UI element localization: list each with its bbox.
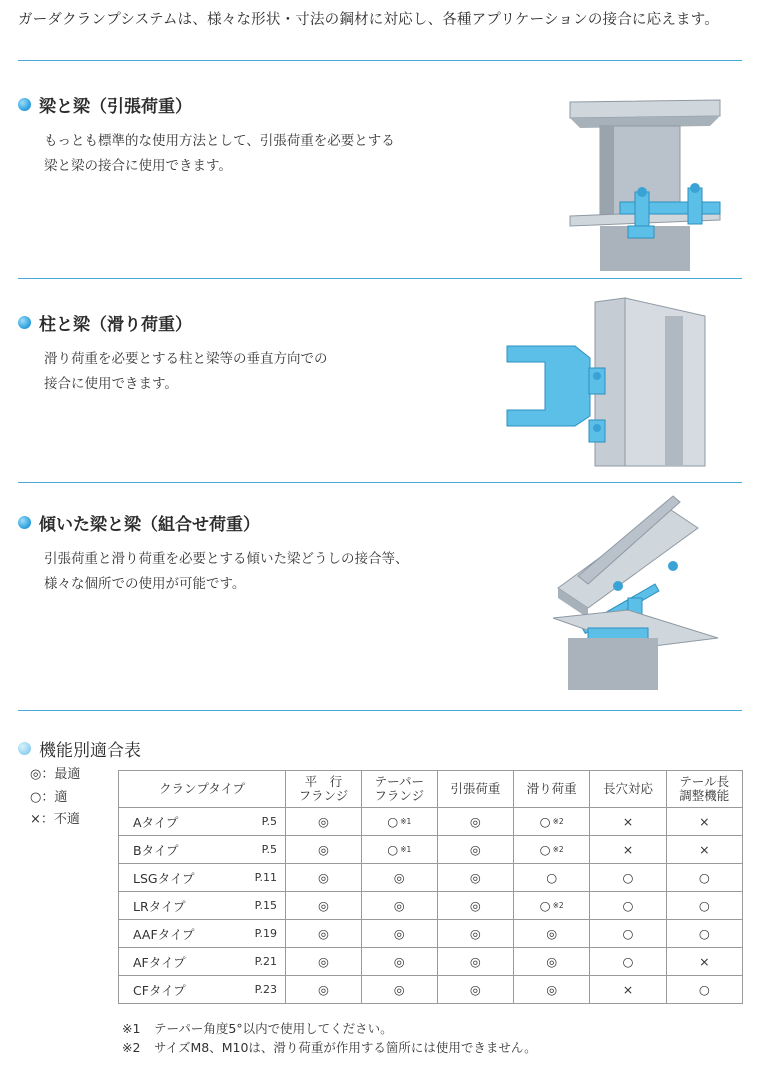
clamp-type-name: AAFタイプ: [133, 926, 195, 942]
column-header: [437, 771, 513, 808]
rating-cell: [286, 836, 362, 864]
clamp-type-name: Bタイプ: [133, 842, 179, 858]
header-line: 滑り荷重: [526, 781, 577, 796]
rating-symbol: ◎: [469, 898, 481, 913]
footnote-mark: ※1: [122, 1021, 141, 1036]
rating-symbol: ◎: [546, 982, 558, 997]
rating-cell: [361, 808, 437, 836]
rating-symbol: ◎: [393, 898, 405, 913]
compatibility-table: [118, 770, 743, 1004]
beam-to-beam-illustration: [560, 92, 730, 272]
rating-symbol: ×: [622, 842, 634, 857]
compatibility-section: [18, 736, 742, 761]
body-line: もっとも標準的な使用方法として、引張荷重を必要とする: [44, 133, 395, 149]
rating-symbol: ◎: [393, 870, 405, 885]
rating-symbol: ◎: [317, 870, 329, 885]
rating-symbol: ◎: [469, 842, 481, 857]
rating-symbol: ○: [622, 954, 634, 969]
rating-cell: [286, 808, 362, 836]
rating-symbol: ○: [622, 870, 634, 885]
header-line: 平 行: [304, 774, 343, 789]
rating-cell: [437, 864, 513, 892]
clamp-type-name: CFタイプ: [133, 982, 186, 998]
rating-cell: [666, 864, 742, 892]
header-line: 引張荷重: [450, 781, 501, 796]
rating-cell: [590, 948, 666, 976]
rating-symbol: ×: [699, 814, 710, 829]
rating-symbol: ◎: [393, 982, 405, 997]
divider: [18, 278, 742, 279]
table-row: [119, 808, 743, 836]
rating-symbol: ◎: [393, 954, 405, 969]
rating-cell: [514, 948, 590, 976]
header-line: テール長: [679, 774, 730, 789]
rating-cell: [666, 948, 742, 976]
rating-cell: [514, 808, 590, 836]
bullet-icon: [18, 742, 31, 755]
clamp-type-cell: [119, 976, 286, 1004]
rating-symbol: ×: [699, 842, 710, 857]
clamp-type-name: LRタイプ: [133, 898, 186, 914]
table-row: [119, 976, 743, 1004]
body-line: 引張荷重と滑り荷重を必要とする傾いた梁どうしの接合等、: [44, 551, 409, 567]
page-reference: P.15: [254, 899, 277, 912]
rating-cell: [361, 920, 437, 948]
rating-symbol: ○: [622, 926, 634, 941]
clamp-type-cell: [119, 948, 286, 976]
rating-cell: [286, 892, 362, 920]
rating-cell: [286, 948, 362, 976]
rating-cell: [514, 920, 590, 948]
rating-note: ※2: [552, 845, 564, 854]
rating-symbol: ◎: [393, 926, 405, 941]
column-header: [514, 771, 590, 808]
rating-cell: [286, 864, 362, 892]
rating-cell: [437, 892, 513, 920]
rating-note: ※1: [400, 817, 412, 826]
page-reference: P.11: [254, 871, 277, 884]
page-reference: P.19: [254, 927, 277, 940]
rating-symbol: ◎: [546, 926, 558, 941]
legend: [30, 764, 80, 832]
rating-cell: [514, 836, 590, 864]
rating-symbol: ◎: [469, 926, 481, 941]
rating-symbol: ◎: [317, 898, 329, 913]
rating-cell: [666, 920, 742, 948]
rating-symbol: ◎: [469, 954, 481, 969]
header-line: フランジ: [374, 788, 425, 803]
rating-symbol: ◎: [317, 814, 329, 829]
rating-symbol: ×: [622, 982, 634, 997]
rating-symbol: ◎: [317, 926, 329, 941]
bullet-icon: [18, 98, 31, 111]
section-title: 傾いた梁と梁（組合せ荷重）: [39, 515, 260, 535]
rating-symbol: ○: [698, 982, 710, 997]
rating-symbol: ◎: [317, 982, 329, 997]
bullet-icon: [18, 316, 31, 329]
rating-cell: [590, 920, 666, 948]
rating-cell: [514, 892, 590, 920]
footnote: [122, 1038, 537, 1057]
rating-cell: [361, 836, 437, 864]
inclined-beams-illustration: [548, 488, 723, 693]
divider: [18, 60, 742, 61]
legend-item: ○：適: [30, 789, 68, 805]
rating-symbol: ◎: [546, 954, 558, 969]
rating-cell: [361, 948, 437, 976]
rating-cell: [666, 836, 742, 864]
clamp-type-cell: [119, 892, 286, 920]
rating-symbol: ○: [698, 926, 710, 941]
section-heading: [18, 736, 742, 761]
page-reference: P.5: [261, 843, 277, 856]
column-to-beam-illustration: [505, 296, 720, 468]
column-header: [666, 771, 742, 808]
body-line: 梁と梁の接合に使用できます。: [44, 158, 232, 174]
rating-note: ※2: [552, 817, 564, 826]
clamp-type-cell: [119, 836, 286, 864]
section-title: 梁と梁（引張荷重）: [39, 97, 192, 117]
rating-symbol: ○: [698, 870, 710, 885]
rating-cell: [590, 892, 666, 920]
header-line: 調整機能: [679, 788, 730, 803]
column-header: [590, 771, 666, 808]
divider: [18, 710, 742, 711]
table-row: [119, 864, 743, 892]
table-header-row: [119, 771, 743, 808]
header-line: テーパー: [374, 774, 424, 789]
table-row: [119, 948, 743, 976]
body-line: 様々な個所での使用が可能です。: [44, 576, 246, 592]
table-row: [119, 920, 743, 948]
rating-cell: [514, 976, 590, 1004]
clamp-type-cell: [119, 864, 286, 892]
body-line: 滑り荷重を必要とする柱と梁等の垂直方向での: [44, 351, 328, 367]
rating-symbol: ○: [622, 898, 634, 913]
footnote-mark: ※2: [122, 1040, 141, 1055]
rating-cell: [590, 864, 666, 892]
rating-note: ※1: [400, 845, 412, 854]
rating-cell: [361, 892, 437, 920]
clamp-type-name: LSGタイプ: [133, 870, 195, 886]
table-row: [119, 836, 743, 864]
rating-symbol: ◎: [469, 870, 481, 885]
table-row: [119, 892, 743, 920]
column-header: [361, 771, 437, 808]
column-header: [119, 771, 286, 808]
rating-cell: [437, 948, 513, 976]
rating-symbol: ○: [539, 814, 551, 829]
intro-text: ガーダクランプシステムは、様々な形状・寸法の鋼材に対応し、各種アプリケーションの接合に応えます。: [18, 12, 719, 28]
footnotes: [122, 1019, 537, 1057]
legend-item: ◎：最適: [30, 767, 81, 782]
section-title: 柱と梁（滑り荷重）: [39, 315, 192, 335]
section-title: 機能別適合表: [39, 741, 141, 761]
rating-cell: [590, 836, 666, 864]
rating-cell: [286, 920, 362, 948]
rating-symbol: ○: [387, 842, 399, 857]
rating-symbol: ◎: [469, 982, 481, 997]
divider: [18, 482, 742, 483]
rating-symbol: ×: [622, 814, 634, 829]
clamp-type-cell: [119, 920, 286, 948]
rating-cell: [590, 976, 666, 1004]
legend-item: ×：不適: [30, 812, 80, 827]
clamp-type-name: AFタイプ: [133, 954, 186, 970]
rating-symbol: ○: [539, 898, 551, 913]
rating-symbol: ○: [698, 898, 710, 913]
footnote-text: テーパー角度5°以内で使用してください。: [154, 1021, 393, 1036]
header-line: フランジ: [298, 788, 349, 803]
rating-cell: [666, 808, 742, 836]
page-reference: P.21: [254, 955, 277, 968]
rating-symbol: ◎: [469, 814, 481, 829]
bullet-icon: [18, 516, 31, 529]
header-line: 長穴対応: [602, 781, 653, 796]
rating-cell: [590, 808, 666, 836]
footnote: [122, 1019, 537, 1038]
page-reference: P.23: [254, 983, 277, 996]
rating-cell: [437, 836, 513, 864]
rating-cell: [666, 976, 742, 1004]
rating-cell: [514, 864, 590, 892]
rating-cell: [437, 808, 513, 836]
clamp-type-cell: [119, 808, 286, 836]
rating-cell: [361, 864, 437, 892]
rating-symbol: ×: [699, 954, 710, 969]
rating-symbol: ◎: [317, 954, 329, 969]
rating-symbol: ◎: [317, 842, 329, 857]
rating-cell: [437, 920, 513, 948]
rating-symbol: ○: [539, 842, 551, 857]
page-reference: P.5: [261, 815, 277, 828]
body-line: 接合に使用できます。: [44, 376, 178, 392]
rating-cell: [666, 892, 742, 920]
clamp-type-name: Aタイプ: [133, 814, 179, 830]
rating-symbol: ○: [387, 814, 399, 829]
rating-cell: [286, 976, 362, 1004]
rating-note: ※2: [552, 901, 564, 910]
footnote-text: サイズM8、M10は、滑り荷重が作用する箇所には使用できません。: [154, 1040, 537, 1055]
column-header: [286, 771, 362, 808]
header-line: クランプタイプ: [158, 781, 245, 796]
rating-cell: [437, 976, 513, 1004]
rating-cell: [361, 976, 437, 1004]
rating-symbol: ○: [546, 870, 558, 885]
